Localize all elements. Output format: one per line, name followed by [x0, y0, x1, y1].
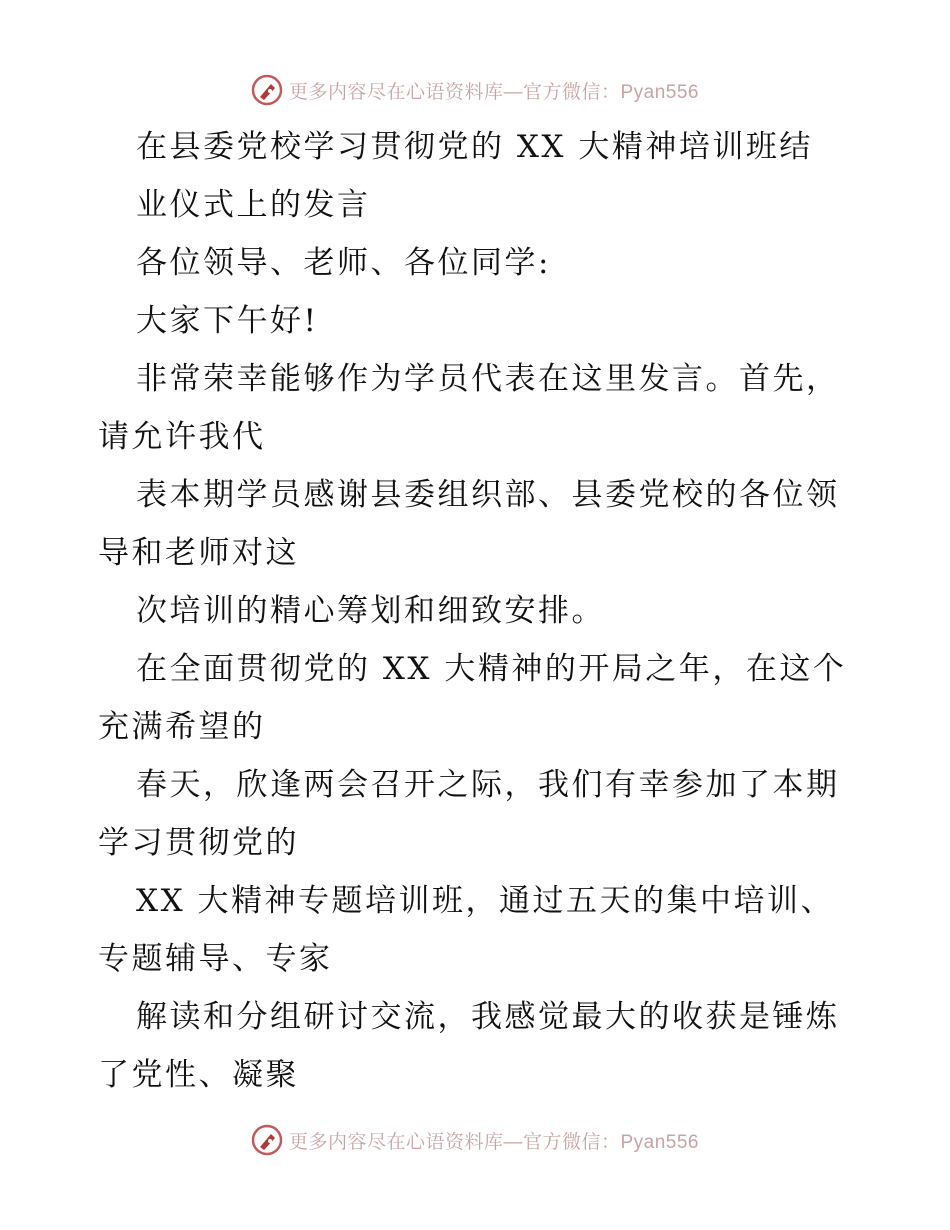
footer-watermark-banner [0, 1122, 950, 1158]
pen-nib-logo-icon [251, 1124, 283, 1156]
paragraph-line: 春天，欣逢两会召开之际，我们有幸参加了本期 [136, 767, 840, 803]
document-body [98, 118, 858, 1104]
greeting: 大家下午好! [136, 303, 319, 339]
paragraph-line: 解读和分组研讨交流，我感觉最大的收获是锤炼 [136, 999, 840, 1035]
paragraph-line: 专题辅导、专家 [98, 941, 333, 977]
paragraph-line: 请允许我代 [98, 419, 266, 455]
paragraph-line: 学习贯彻党的 [98, 825, 299, 861]
paragraph-line: 导和老师对这 [98, 535, 299, 571]
paragraph-line: 次培训的精心筹划和细致安排。 [136, 593, 605, 629]
title-line-2: 业仪式上的发言 [136, 187, 371, 223]
paragraph-line: XX 大精神专题培训班，通过五天的集中培训、 [136, 883, 834, 919]
paragraph-line: 非常荣幸能够作为学员代表在这里发言。首先， [136, 361, 840, 397]
paragraph-line: 在全面贯彻党的 XX 大精神的开局之年，在这个 [136, 651, 847, 687]
paragraph-line: 表本期学员感谢县委组织部、县委党校的各位领 [136, 477, 840, 513]
paragraph-line: 充满希望的 [98, 709, 266, 745]
salutation: 各位领导、老师、各位同学: [136, 245, 551, 281]
watermark-text: 更多内容尽在心语资料库—官方微信：Pyan556 [288, 81, 699, 103]
header-watermark-banner [0, 72, 950, 108]
paragraph-line: 了党性、凝聚 [98, 1057, 299, 1093]
watermark-text: 更多内容尽在心语资料库—官方微信：Pyan556 [288, 1131, 699, 1153]
pen-nib-logo-icon [251, 74, 283, 106]
title-line-1: 在县委党校学习贯彻党的 XX 大精神培训班结 [136, 129, 813, 165]
